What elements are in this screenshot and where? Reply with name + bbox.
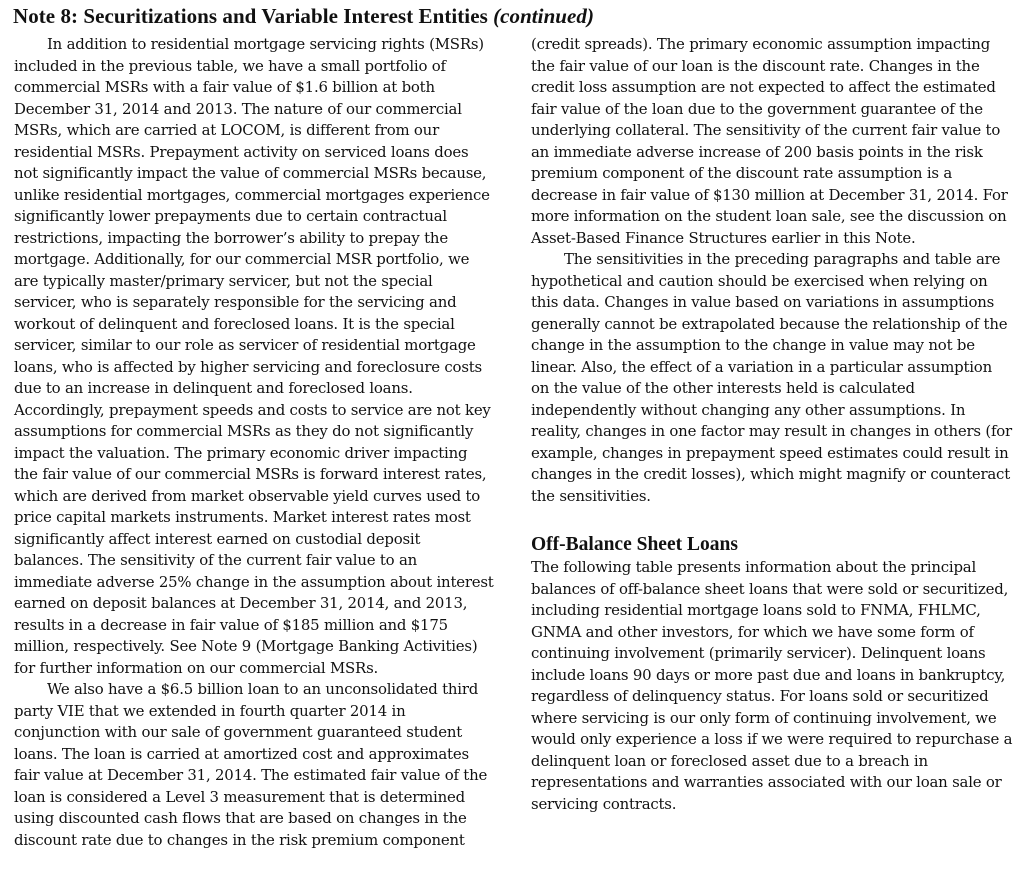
vie-loan-paragraph: We also have a $6.5 billion loan to an unconsolidated third party VIE that we extended in fourth quarter 2014 in conjunction with our sale of government guaranteed student loans. The loan is carried at amortized cost and approximates fair value at December 31, 2014. The estimated fair value of the loan is considered a Level 3 measurement that is determined using discounted cash flows that are based on changes in the discount rate due to changes in the risk premium component [14, 680, 488, 849]
page-title-text: Note 8: Securitizations and Variable Interest Entities [13, 4, 488, 28]
continued-label: (continued) [493, 4, 594, 28]
credit-spreads-paragraph: (credit spreads). The primary economic assumption impacting the fair value of our loan is the discount rate. Changes in the credit loss assumption are not expected to affect the estimated fair value of the loan due to the government guarantee of the underlying collateral. The sensitivity of the current fair value to an immediate adverse increase of 200 basis points in the risk premium component of the discount rate assumption is a decrease in fair value of $130 million at December 31, 2014. For more information on the student loan sale, see the discussion on Asset-Based Finance Structures earlier in this Note. [531, 35, 1008, 247]
off-balance-sheet-paragraph: The following table presents information about the principal balances of off-balance sheet loans that were sold or securitized, including residential mortgage loans sold to FNMA, FHLMC, GNMA and other investors, for which we have some form of continuing involvement (primarily servicer). Delinquent loans include loans 90 days or more past due and loans in bankruptcy, regardless of delinquency status. For loans sold or securitized where servicing is our only form of continuing involvement, we would only experience a loss if we were required to repurchase a delinquent loan or foreclosed asset due to a breach in representations and warranties associated with our loan sale or servicing contracts. [531, 558, 1013, 813]
page-title [13, 4, 594, 29]
right-column [531, 34, 1013, 815]
off-balance-sheet-heading: Off-Balance Sheet Loans [531, 534, 738, 555]
commercial-msr-paragraph: In addition to residential mortgage servicing rights (MSRs) included in the previous table, we have a small portfolio of commercial MSRs with a fair value of $1.6 billion at both December 31, 2014 and 2013. The nature of our commercial MSRs, which are carried at LOCOM, is different from our residential MSRs. Prepayment activity on serviced loans does not significantly impact the value of commercial MSRs because, unlike residential mortgages, commercial mortgages experience significantly lower prepayments due to certain contractual restrictions, impacting the borrower’s ability to prepay the mortgage. Additionally, for our commercial MSR portfolio, we are typically master/primary servicer, but not the special servicer, who is separately responsible for the servicing and workout of delinquent and foreclosed loans. It is the special servicer, similar to our role as servicer of residential mortgage loans, who is affected by higher servicing and foreclosure costs due to an increase in delinquent and foreclosed loans. Accordingly, prepayment speeds and costs to service are not key assumptions for commercial MSRs as they do not significantly impact the valuation. The primary economic driver impacting the fair value of our commercial MSRs is forward interest rates, which are derived from market observable yield curves used to price capital markets instruments. Market interest rates most significantly affect interest earned on custodial deposit balances. The sensitivity of the current fair value to an immediate adverse 25% change in the assumption about interest earned on deposit balances at December 31, 2014, and 2013, results in a decrease in fair value of $185 million and $175 million, respectively. See Note 9 (Mortgage Banking Activities) for further information on our commercial MSRs. [14, 35, 494, 677]
left-column [14, 34, 494, 851]
sensitivities-paragraph: The sensitivities in the preceding paragraphs and table are hypothetical and caution should be exercised when relying on this data. Changes in value based on variations in assumptions generally cannot be extrapolated because the relationship of the change in the assumption to the change in value may not be linear. Also, the effect of a variation in a particular assumption on the value of the other interests held is calculated independently without changing any other assumptions. In reality, changes in one factor may result in changes in others (for example, changes in prepayment speed estimates could result in changes in the credit losses), which might magnify or counteract the sensitivities. [531, 250, 1012, 505]
